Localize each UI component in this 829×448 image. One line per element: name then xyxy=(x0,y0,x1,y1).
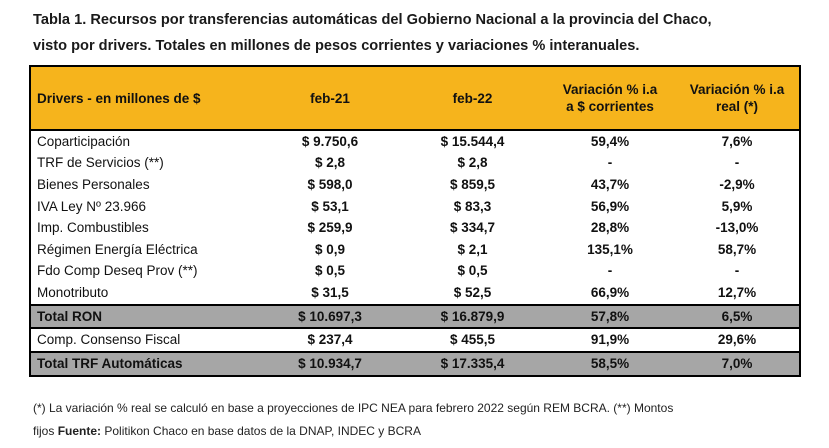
header-var-corrientes-line2: a $ corrientes xyxy=(566,99,654,114)
cell-var-real: -13,0% xyxy=(675,217,800,239)
table-row xyxy=(30,217,800,239)
cell-feb22: $ 15.544,4 xyxy=(440,133,505,149)
row-label: Coparticipación xyxy=(30,130,260,153)
cell-var-real: 5,9% xyxy=(675,196,800,218)
total-ron-feb22: $ 16.879,9 xyxy=(400,305,545,329)
cell-feb22: $ 859,5 xyxy=(449,176,496,192)
table-title xyxy=(33,7,813,59)
cell-feb22: $ 83,3 xyxy=(453,198,492,214)
cell-var-corrientes: - xyxy=(607,155,613,171)
cell-feb21: $ 2,8 xyxy=(314,155,346,171)
footnote-prefix: fijos xyxy=(33,424,58,438)
cell-var-real: 12,7% xyxy=(675,282,800,305)
cell-var-corrientes: 59,4% xyxy=(590,133,630,149)
cell-var-real: 58,7% xyxy=(675,239,800,261)
consenso-fiscal-row xyxy=(30,328,800,352)
table-row xyxy=(30,261,800,283)
cell-feb21: $ 9.750,6 xyxy=(301,133,359,149)
cell-var-real: -2,9% xyxy=(675,174,800,196)
total-ron-label: Total RON xyxy=(30,305,260,329)
total-trf-feb22: $ 17.335,4 xyxy=(400,352,545,376)
total-ron-var-corrientes: 57,8% xyxy=(545,305,675,329)
cell-var-real: - xyxy=(675,261,800,283)
cell-feb22: $ 52,5 xyxy=(453,284,492,300)
cell-feb22: $ 2,1 xyxy=(457,241,488,257)
total-ron-row xyxy=(30,305,800,329)
total-trf-feb21: $ 10.934,7 xyxy=(260,352,400,376)
cell-feb21: $ 259,9 xyxy=(307,220,353,236)
cell-feb22: $ 334,7 xyxy=(449,220,496,236)
table-row xyxy=(30,130,800,153)
cell-feb21: $ 53,1 xyxy=(311,198,349,214)
cell-var-corrientes: - xyxy=(607,263,613,279)
cell-var-corrientes: 43,7% xyxy=(590,176,630,192)
footnote-line-2 xyxy=(33,420,823,443)
title-line-2: visto por drivers. Totales en millones de pesos corrientes y variaciones % interanuales. xyxy=(33,38,640,54)
cell-feb22: $ 2,8 xyxy=(457,155,488,171)
total-ron-feb21: $ 10.697,3 xyxy=(260,305,400,329)
total-trf-var-real: 7,0% xyxy=(675,352,800,376)
footnote-line-1: (*) La variación % real se calculó en base a proyecciones de IPC NEA para febrero 2022 según REM BCRA. (**) Montos xyxy=(33,401,674,415)
row-label: Imp. Combustibles xyxy=(30,217,260,239)
row-label: Régimen Energía Eléctrica xyxy=(30,239,260,261)
transfers-table xyxy=(29,65,801,377)
cell-feb21: $ 598,0 xyxy=(307,176,353,192)
title-line-1: Tabla 1. Recursos por transferencias automáticas del Gobierno Nacional a la provincia del Chaco, xyxy=(33,12,712,28)
header-var-real-line1: Variación % i.a xyxy=(689,82,785,97)
consenso-label: Comp. Consenso Fiscal xyxy=(30,328,260,352)
total-trf-row xyxy=(30,352,800,376)
header-var-real xyxy=(675,66,800,130)
row-label: IVA Ley Nº 23.966 xyxy=(30,196,260,218)
header-drivers: Drivers - en millones de $ xyxy=(30,66,260,130)
footnotes xyxy=(33,397,823,443)
row-label: Bienes Personales xyxy=(30,174,260,196)
header-row xyxy=(30,66,800,130)
row-label: Monotributo xyxy=(30,282,260,305)
table-row xyxy=(30,239,800,261)
header-var-corrientes-line1: Variación % i.a xyxy=(562,82,658,97)
row-label: TRF de Servicios (**) xyxy=(30,153,260,175)
table-row xyxy=(30,282,800,305)
fuente-label: Fuente: xyxy=(57,424,102,438)
consenso-var-corrientes: 91,9% xyxy=(590,332,630,348)
table-row xyxy=(30,174,800,196)
cell-feb21: $ 31,5 xyxy=(311,284,349,300)
cell-feb21: $ 0,5 xyxy=(314,263,346,279)
consenso-var-real: 29,6% xyxy=(675,328,800,352)
cell-feb22: $ 0,5 xyxy=(457,263,488,279)
header-feb22: feb-22 xyxy=(400,66,545,130)
consenso-feb21: $ 237,4 xyxy=(307,332,353,348)
table-row xyxy=(30,196,800,218)
cell-var-real: - xyxy=(675,153,800,175)
cell-feb21: $ 0,9 xyxy=(314,241,346,257)
header-var-real-line2: real (*) xyxy=(715,99,759,114)
fuente-text: Politikon Chaco en base datos de la DNAP, INDEC y BCRA xyxy=(101,424,421,438)
cell-var-corrientes: 135,1% xyxy=(587,241,633,257)
total-trf-var-corrientes: 58,5% xyxy=(545,352,675,376)
cell-var-corrientes: 66,9% xyxy=(590,284,630,300)
cell-var-real: 7,6% xyxy=(675,130,800,153)
row-label: Fdo Comp Deseq Prov (**) xyxy=(30,261,260,283)
cell-var-corrientes: 28,8% xyxy=(590,220,630,236)
table-row xyxy=(30,153,800,175)
header-var-corrientes xyxy=(545,66,675,130)
transfers-table-container xyxy=(29,65,799,377)
consenso-feb22: $ 455,5 xyxy=(449,332,496,348)
total-trf-label: Total TRF Automáticas xyxy=(30,352,260,376)
header-feb21: feb-21 xyxy=(260,66,400,130)
cell-var-corrientes: 56,9% xyxy=(590,198,630,214)
total-ron-var-real: 6,5% xyxy=(675,305,800,329)
